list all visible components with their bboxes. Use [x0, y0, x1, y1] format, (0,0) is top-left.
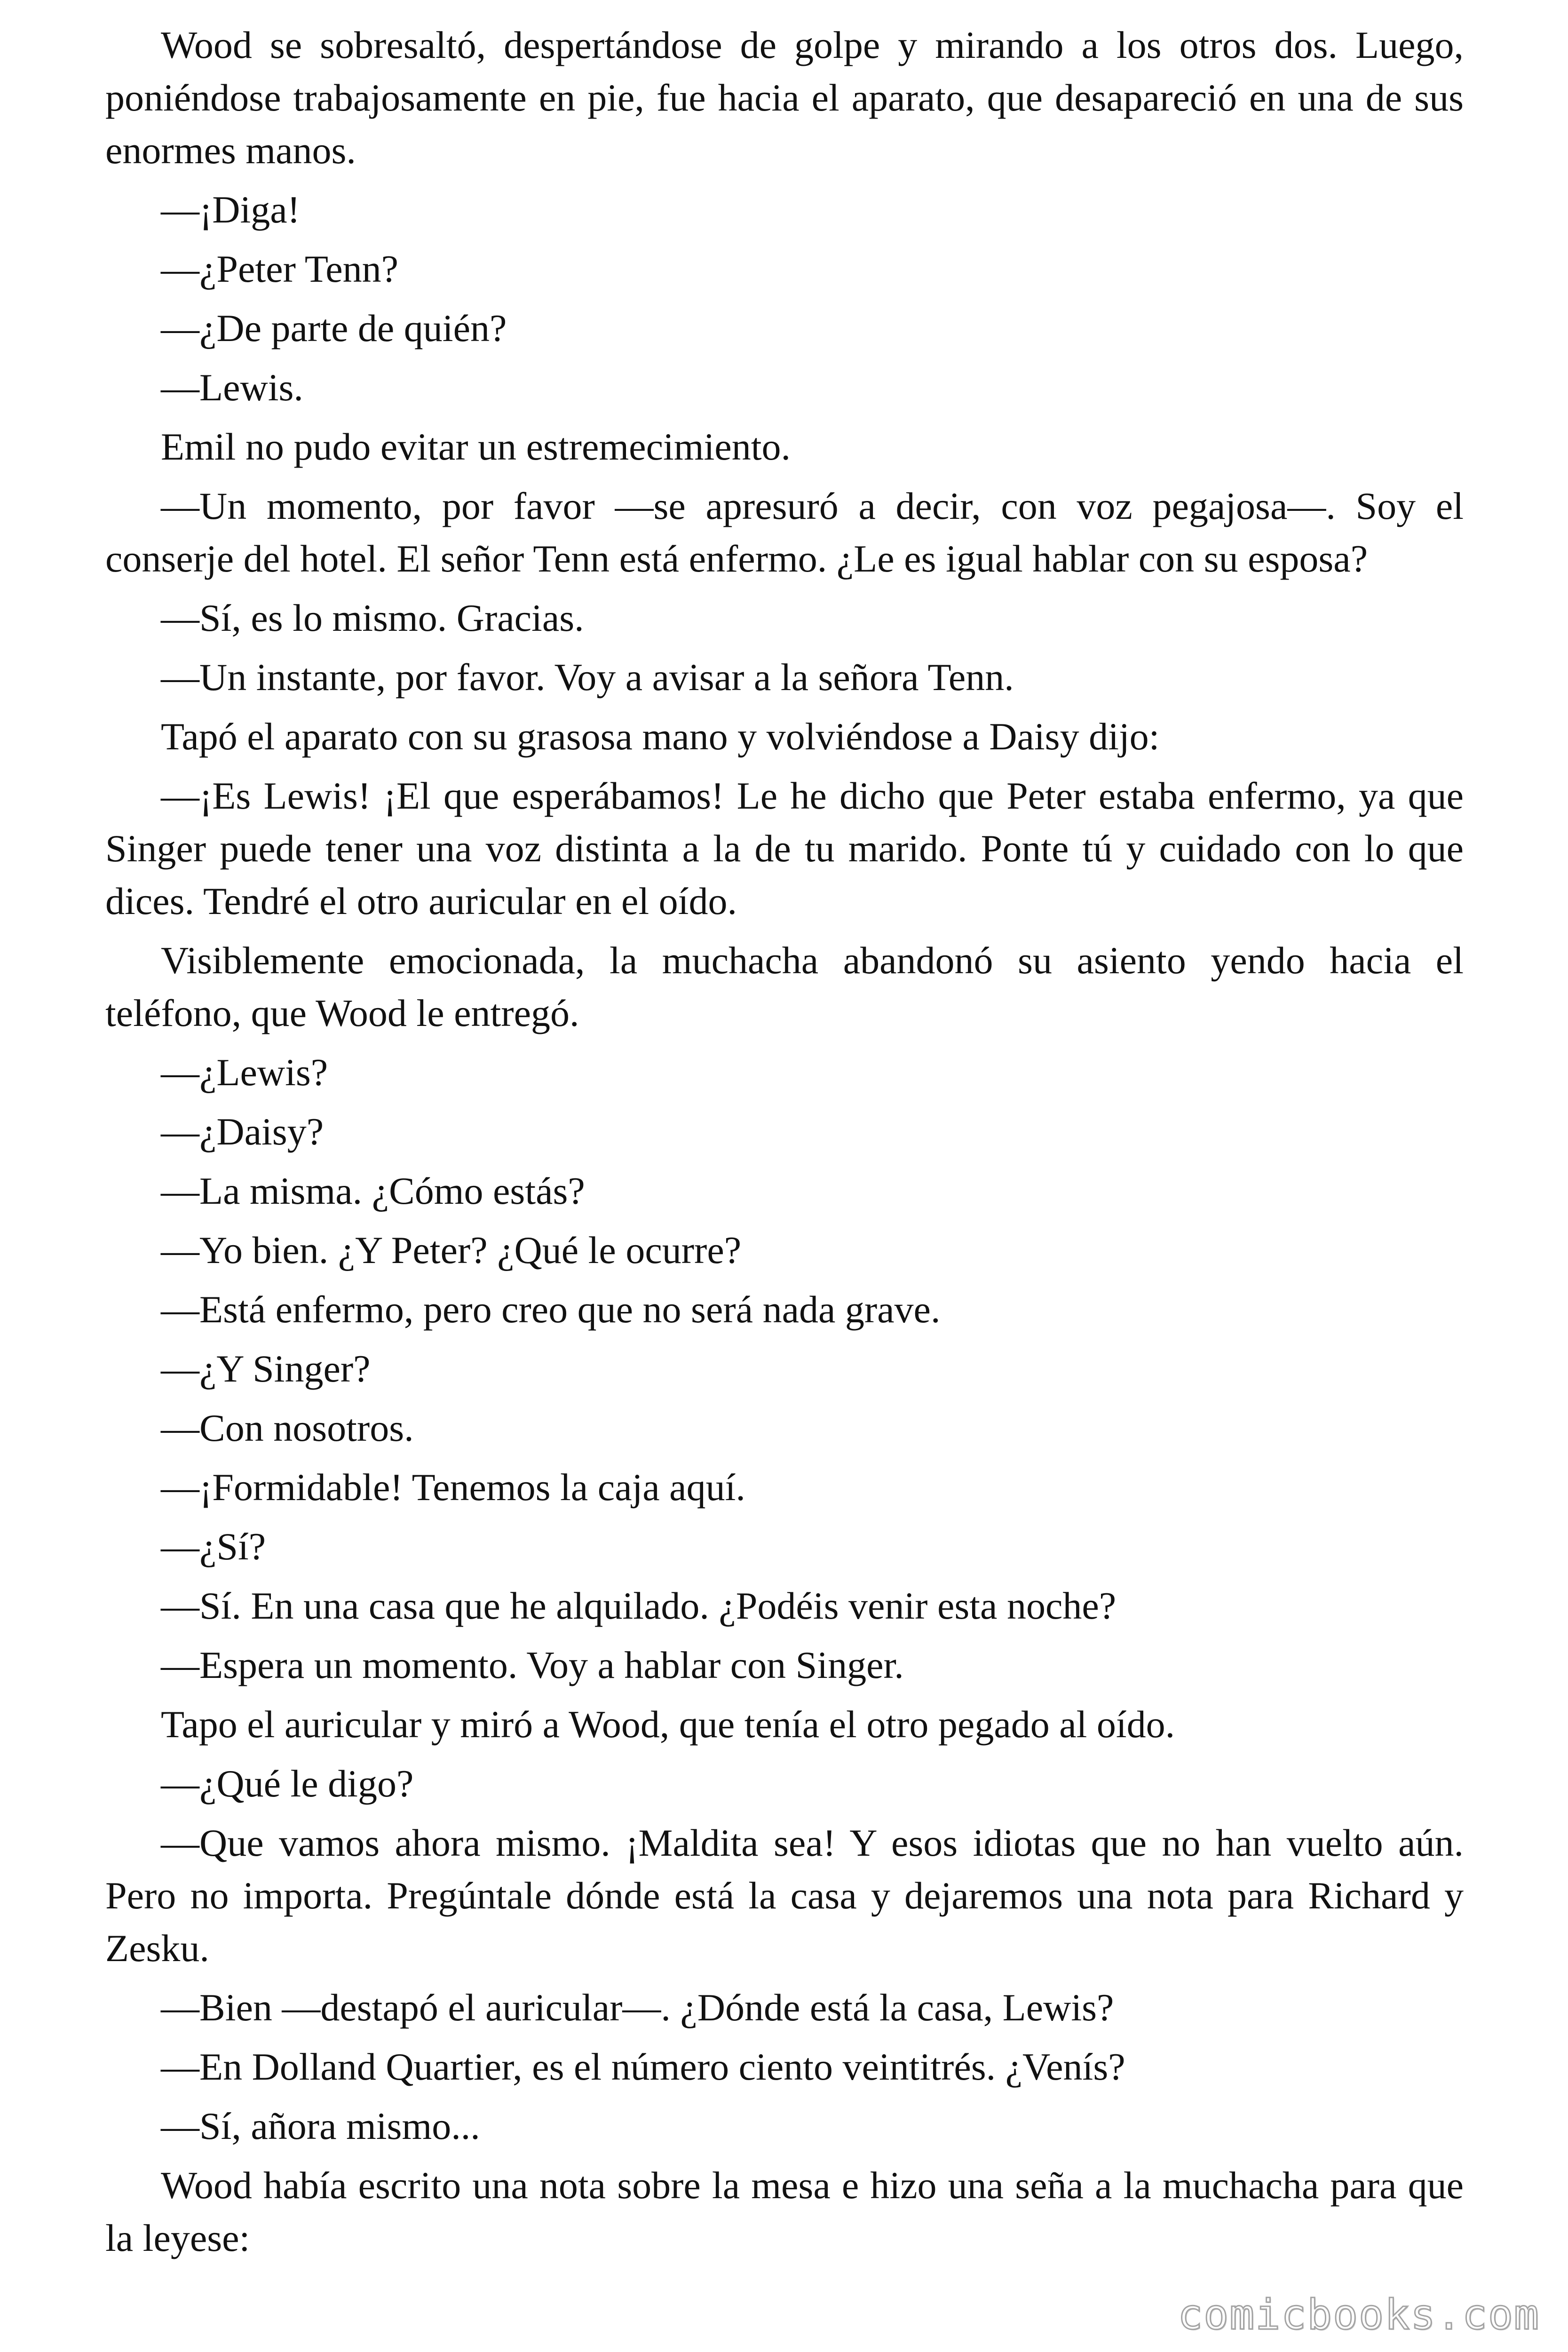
paragraph: Tapo el auricular y miró a Wood, que tenía el otro pegado al oído. [161, 1703, 1175, 1746]
paragraph: —¿Lewis? [161, 1051, 328, 1094]
paragraph: —Sí. En una casa que he alquilado. ¿Podéis venir esta noche? [161, 1584, 1117, 1627]
watermark-logo: comicbooks.com [1178, 2290, 1540, 2339]
paragraph: —Está enfermo, pero creo que no será nada grave. [161, 1288, 941, 1331]
paragraph: —¡Formidable! Tenemos la caja aquí. [161, 1466, 745, 1509]
paragraph: —¿Sí? [161, 1525, 266, 1568]
paragraph: —La misma. ¿Cómo estás? [161, 1169, 585, 1212]
paragraph: —Un instante, por favor. Voy a avisar a la señora Tenn. [161, 656, 1014, 699]
paragraph: —¡Diga! [161, 188, 301, 231]
paragraph: —¿Qué le digo? [161, 1762, 414, 1805]
paragraph: —Sí, añora mismo... [161, 2105, 480, 2147]
paragraph: Visiblemente emocionada, la muchacha abandonó su asiento yendo hacia el teléfono, que Wood le entregó. [105, 939, 1464, 1034]
paragraph: —Con nosotros. [161, 1406, 414, 1449]
paragraph: Wood había escrito una nota sobre la mesa e hizo una seña a la muchacha para que la leyese: [105, 2164, 1464, 2259]
paragraph: —Bien —destapó el auricular—. ¿Dónde está la casa, Lewis? [161, 1986, 1114, 2029]
paragraph: Tapó el aparato con su grasosa mano y volviéndose a Daisy dijo: [161, 715, 1160, 758]
paragraph: —En Dolland Quartier, es el número ciento veintitrés. ¿Venís? [161, 2045, 1125, 2088]
paragraph: —¿Y Singer? [161, 1347, 371, 1390]
paragraph: —¿Daisy? [161, 1110, 324, 1153]
paragraph: —Sí, es lo mismo. Gracias. [161, 596, 584, 639]
paragraph: —Que vamos ahora mismo. ¡Maldita sea! Y esos idiotas que no han vuelto aún. Pero no importa. Pregúntale dónde está la casa y dejaremos una nota para Richard y Zesku. [105, 1821, 1464, 1970]
paragraph: —¿Peter Tenn? [161, 247, 399, 290]
paragraph: —Espera un momento. Voy a hablar con Singer. [161, 1644, 904, 1686]
paragraph: —¡Es Lewis! ¡El que esperábamos! Le he dicho que Peter estaba enfermo, ya que Singer puede tener una voz distinta a la de tu marido. Ponte tú y cuidado con lo que dices. Tendré el otro auricular en el oído. [105, 774, 1464, 922]
paragraph: —¿De parte de quién? [161, 307, 507, 350]
paragraph: —Yo bien. ¿Y Peter? ¿Qué le ocurre? [161, 1229, 742, 1271]
paragraph: Emil no pudo evitar un estremecimiento. [161, 425, 791, 468]
document-body [105, 19, 1464, 2271]
paragraph: Wood se sobresaltó, despertándose de golpe y mirando a los otros dos. Luego, poniéndose trabajosamente en pie, fue hacia el aparato, que desapareció en una de sus enormes manos. [105, 24, 1464, 172]
paragraph: —Lewis. [161, 366, 303, 409]
paragraph: —Un momento, por favor —se apresuró a decir, con voz pegajosa—. Soy el conserje del hotel. El señor Tenn está enfermo. ¿Le es igual hablar con su esposa? [105, 485, 1464, 580]
